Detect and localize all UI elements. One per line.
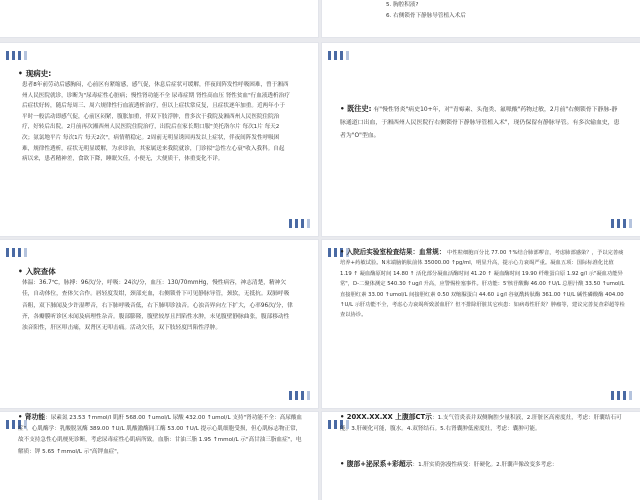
slide-marker-top <box>6 51 27 60</box>
physical-exam-title: • 入院查体 <box>18 267 56 276</box>
slide-marker-bottom <box>611 391 632 400</box>
imaging-block <box>340 412 625 435</box>
slide-marker-top <box>328 51 349 60</box>
diagnosis-line-6: 6. 右侧锁骨下静脉导管植入术后 <box>386 13 466 19</box>
past-history-text: 有"慢性肾炎"病史10+年，对"青霉素、头孢类、氟哌酸"药物过敏，2月前"右侧锁骨下静脉-静脉通道口出血，于湘西州人民医院行右侧锁骨下静脉导管植入术"，现仍保留有静脉导管。有多次输血史，患者为"O"型血。 <box>340 107 620 139</box>
slide-marker-bottom <box>289 391 310 400</box>
slide-lab-tests <box>322 240 640 408</box>
imaging-text: ：1.支气管炎表并双侧胸腔少量积液，2.肝脏区高密度灶，考虑：肝囊结石可能。3.肝硬化可能，腹水。4.双肾结石。5.右肾囊肿低密度灶，考虑：囊肿可能。 <box>340 415 622 433</box>
current-history-text: 患者8年前劳动后感胸闷，心前区有紧缩感，感气促，休息后症状可缓解，伴夜间阵发性呼吸困难，曾于湘西州人民医院就诊，诊断为"尿毒症性心脏病；慢性肾功能不全 尿毒症期 肾性高血压 肾性贫血"行血液透析治疗后症状好转，随后每周三、周六规律性行血液透析治疗，但以上症状常反复，且症状逐年加重。近两年小于平时一般活动即感气促，心前区闷紧，腹胀加重，伴双下肢浮肿，曾多次于我院及湘西州人民医院住院治疗，好转后出院。2月前再次湘西州人民医院住院治疗，出院后在家长期口服"美托洛尔片 每次1片 每天2次；氨氯地平片 每次1片 每天2次"，病情稍稳定。2周前无明显诱因再发以上症状，伴夜间阵发性呼吸困难，规律性透析，症状无明显缓解，为求诊治，其家属送来我院就诊，门诊拟"急性左心衰"收入我科。自起病以来，患者精神差，食欲下降，睡眠欠佳，小便无，大便质干，体重变化不详。 <box>22 82 290 163</box>
slide-past-history <box>322 43 640 236</box>
slide-renal-function <box>0 412 318 500</box>
slide-marker-bottom <box>289 219 310 228</box>
diagnosis-line-5: 5. 胸腔积液? <box>386 2 419 8</box>
past-history-block <box>340 102 622 143</box>
past-history-title: • 既往史: <box>340 104 372 113</box>
current-history-title: • 现病史: <box>18 69 52 78</box>
ultrasound-block <box>340 459 625 471</box>
ultrasound-text: ：1.肝实质弥漫性病变：肝硬化。2.肝囊声像改变多考虑： <box>412 462 558 468</box>
lab-tests-block <box>340 247 625 321</box>
renal-text: ：尿素氮 23.53 ↑mmol/l 肌酐 568.00 ↑umol/L 尿酸 432.00 ↑umol/L 支持"肾功能不全：高尿酸血症"。心肌酶学：乳酸脱氢酶 389.00 ↑U/L 肌酸激酶同工酶 53.00 ↑U/L 提示心肌细胞受损，但心肌标志物正常，故不支持急性心肌梗死诊断，考虑尿毒症性心肌病所致。血脂：甘油三脂 1.95 ↑mmol/L 示"高甘油三脂血症"，电解质：钾 5.65 ↑mmol/L 示"高钾血症"， <box>18 415 303 455</box>
ultrasound-title: • 腹部+泌尿系+彩超示 <box>340 460 413 468</box>
top-right-text <box>386 0 626 22</box>
slide-imaging <box>322 412 640 500</box>
physical-exam-text: 体温：36.7℃，脉搏：96次/分，呼吸：24次/分，血压：130/70mmHg，慢性病容，神志清楚，精神欠佳，自动体位，查体欠合作。唇轻度发绀，颈部充血，右侧锁骨下可见静脉导管，颈软，无抵抗。双肺呼吸音粗，双下肺闻及少许湿啰音，右下肺呼吸音低，右下肺叩诊浊音。心浊音界向左下扩大，心率96次/分，律齐，各瓣膜听诊区未闻及病理性杂音。腹部膨隆，腹壁较厚且凹陷性水肿，未见腹壁静脉曲张，腹部移动性浊音阳性，肝区叩击痛，双肾区无叩击痛。活动欠佳，双下肢轻度凹陷性浮肿。 <box>22 280 293 332</box>
slide-physical-exam <box>0 240 318 408</box>
imaging-title: • 20XX.XX.XX 上腹部CT示 <box>340 413 432 421</box>
renal-block <box>18 412 303 458</box>
slide-fragment-top-left <box>0 0 318 37</box>
lab-tests-text: 中性粒细胞百分比 77.00 ↑%结合肺部啰音，考虑肺部感染？，予以完善痰培养+药敏试验。N末端脑钠肽前体 35000.00 ↑pg/ml，明显升高，提示心力衰竭严重。凝血五项：国际标准化比值 1.19 ↑ 凝血酶原时间 14.80 ↑ 活化部分凝血活酶时间 41.20 ↑ 凝血酶时间 19.90 纤维蛋白原 1.92 g/l 示"凝血功能异常"，D-二聚体测定 540.30 ↑ug/l 升高，应警惕栓塞事件。肝功能：5'核苷酸酶 46.00 ↑U/L 总胆汁酸 33.50 ↑umol/L 直接胆红素 33.00 ↑umol/L 间接胆红素 0.50 双缩脲蛋白 44.60 ↓g/l 谷氨酰转肽酶 361.00 ↑U/L 碱性磷酸酶 404.00 ↑U/L 示肝功能不全，考虑心力衰竭所致淤血肝？但不排除肝脏其它疾患：如病毒性肝炎？肿瘤等，建议完善复查彩超等检查以协诊。 <box>340 250 625 319</box>
slide-current-history <box>0 43 318 236</box>
renal-title: • 肾功能 <box>18 413 46 421</box>
slide-marker-top <box>6 248 27 257</box>
slide-marker-bottom <box>611 219 632 228</box>
slide-fragment-top-right <box>322 0 640 37</box>
lab-tests-title: • 入院后实验室检查结果：血常规： <box>340 248 446 256</box>
